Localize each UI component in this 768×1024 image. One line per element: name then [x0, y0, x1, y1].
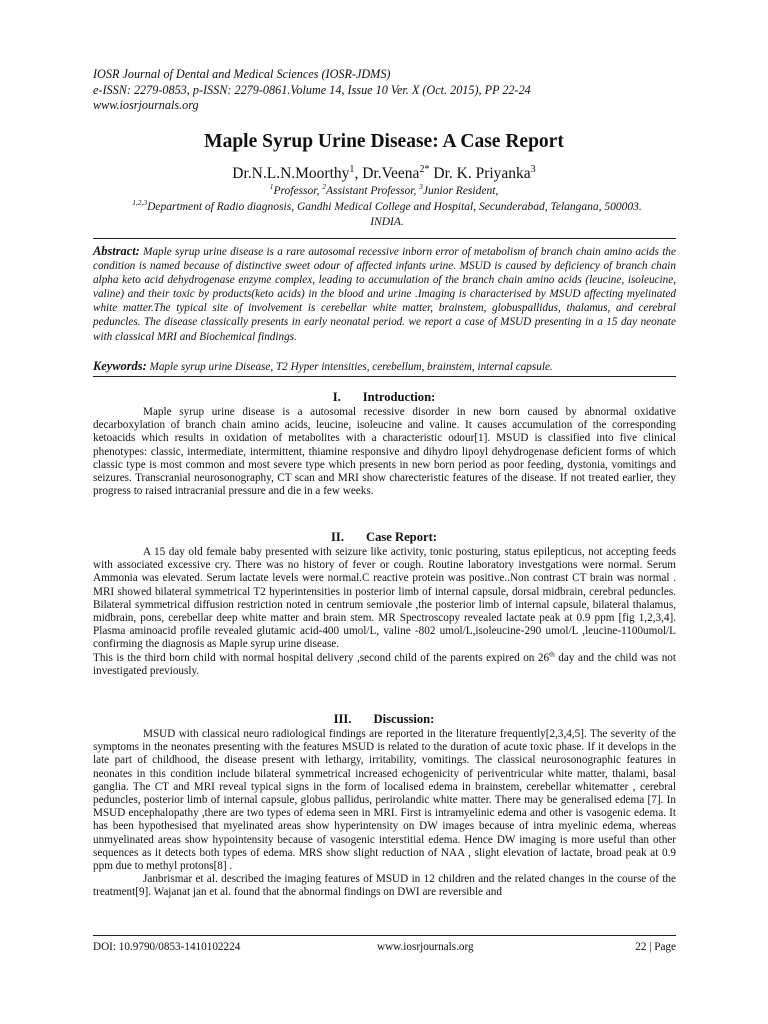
abstract-top-rule	[93, 238, 676, 239]
author-1: Dr.N.L.N.Moorthy	[232, 165, 350, 182]
footer-website: www.iosrjournals.org	[377, 941, 474, 953]
paragraph: Janbrismar et al. described the imaging features of MSUD in 12 children and the related changes in the course of the treatment[9]. Wajanat jan et al. found that the abnormal findings on DWI are reversible and	[93, 873, 676, 899]
discussion-body	[93, 728, 676, 900]
case-report-body	[93, 546, 676, 678]
affiliation-sup: 1,2,3	[132, 198, 148, 208]
paragraph-text: day and the child was not investigated previously.	[93, 651, 676, 677]
abstract	[93, 244, 676, 344]
journal-website: www.iosrjournals.org	[93, 98, 199, 112]
abstract-text: Maple syrup urine disease is a rare autosomal recessive inborn error of metabolism of branch chain amino acids the condition is named because of distinctive sweet odour of affected infants urine. MSUD is caused by deficiency of branch chain alpha keto acid dehydrogenase enzyme complex, leading to accumulation of the branch chain amino acids (leucine, isoleucine, valine) and their toxic by products(keto acids) in the blood and urine .Imaging is characterised by MSUD affecting myelinated white matter.The typical site of involvement is cerebellar white matter, brainstem, globuspallidus, thalamus, and cerebral peduncles. The disease classically presents in early neonatal period. we report a case of MSUD presenting in a 15 day neonate with classical MRI and Biochemical findings.	[93, 246, 676, 343]
section-title: Introduction:	[362, 390, 436, 404]
journal-issn: e-ISSN: 2279-0853, p-ISSN: 2279-0861.Volume 14, Issue 10 Ver. X (Oct. 2015), PP 22-24	[93, 82, 531, 97]
footer-rule	[93, 935, 676, 936]
section-title: Case Report:	[365, 530, 437, 544]
keywords-text: Maple syrup urine Disease, T2 Hyper intensities, cerebellum, brainstem, internal capsule.	[146, 361, 553, 373]
abstract-label: Abstract:	[93, 244, 140, 258]
paragraph: MSUD with classical neuro radiological findings are reported in the literature frequently[2,3,4,5]. The severity of the symptoms in the neonates presenting with the features MSUD is related to the duration of acute toxic phase. If it develops in the late part of childhood, the disease present with lethargy, irritability, vomitings. The classical neurosonographic features in neonates in this condition include bilateral symmetrical increased echogenicity of periventricular white matter, thalami, basal ganglia. The CT and MRI reveal typical signs in the form of localised edema in brainstem, cerebellar whitematter , cerebral peduncles, posterior limb of internal capsule, globus pallidus, perirolandic white matter. There may be generalised edema [7]. In MSUD encephalopathy ,there are two types of edema seen in MRI. First is intramyelinic edema and other is vasogenic edema. It has been hypothesised that myelinated areas show hyperintensity on DW images because of intra myelinic edema, whereas unmyelinated areas show hypointensity because of vasogenic interstitial edema. Hence DW imaging is more useful than other sequences as it detects both types of edema. MRS show slight reduction of NAA , slight elevation of lactate, broad peak at 0.9 ppm due to methyl protons[8] .	[93, 728, 676, 873]
role-1: Professor,	[273, 185, 323, 197]
section-heading-case-report	[0, 530, 768, 545]
author-3-sup: 3	[530, 163, 536, 175]
footer-page-number: 22 | Page	[635, 941, 676, 953]
journal-name: IOSR Journal of Dental and Medical Sciences (IOSR-JDMS)	[93, 67, 391, 81]
keywords	[93, 359, 676, 374]
paragraph: A 15 day old female baby presented with seizure like activity, tonic posturing, status epilepticus, not accepting feeds with associated excessive cry. There was no history of fever or cough. Routine laboratory investgations were normal. Serum Ammonia was elevated. Serum lactate levels were normal.C reactive protein was positive..Non contrast CT brain was normal . MRI showed bilateral symmetrical T2 hyperintensities in posterior limb of internal capsule, dorsal midbrain, cerebral peduncles. Bilateral symmetrical diffusion restriction noted in centrum semiovale ,the posterior limb of internal capsule, bilateral thalamus, midbrain, pons, cerebellar deep white matter and brain stem. MR Spectroscopy revealed lactate peak at 0.9 ppm [fig 1,2,3,4]. Plasma aminoacid profile revealed glutamic acid-400 umol/L, valine -802 umol/L,isoleucine-290 umol/L ,leucine-1100umol/L confirming the diagnosis as Maple syrup urine disease.	[93, 546, 676, 651]
author-list	[0, 165, 768, 183]
section-number: II.	[331, 530, 344, 544]
role-3-sup: 3	[419, 182, 423, 192]
paper-title: Maple Syrup Urine Disease: A Case Report	[204, 131, 564, 152]
journal-header	[93, 67, 531, 114]
affiliation-country: INDIA.	[370, 215, 404, 228]
introduction-body	[93, 406, 676, 498]
section-heading-discussion	[0, 712, 768, 727]
paragraph	[93, 649, 676, 678]
affiliation-text: Department of Radio diagnosis, Gandhi Medical College and Hospital, Secunderabad, Telangana, 500003.	[147, 201, 642, 213]
section-title: Discussion:	[373, 712, 435, 726]
section-number: I.	[332, 390, 341, 404]
author-2: , Dr.Veena	[354, 165, 420, 182]
role-3: Junior Resident,	[422, 185, 499, 197]
author-1-sup: 1	[349, 163, 355, 175]
keywords-label: Keywords:	[93, 359, 147, 373]
footer-doi: DOI: 10.9790/0853-1410102224	[93, 941, 241, 953]
author-roles	[0, 182, 768, 197]
abstract-bottom-rule	[93, 376, 676, 377]
role-2: Assistant Professor,	[325, 185, 420, 197]
affiliation	[96, 200, 678, 229]
paragraph: Maple syrup urine disease is a autosomal recessive disorder in new born caused by abnormal oxidative decarboxylation of branch chain amino acids, leucine, isoleucine and valine. It causes accumulation of the corresponding ketoacids which results in oxidation of metabolites with a characteristic odour[1]. MSUD is classified into five clinical phenotypes: classic, intermediate, intermittent, thiamine responsive and dihydro lipoyl dehydrogenase deficient forms of which classic type is most common and most severe type which presents in new born period as poor feeding, dystonia, vomitings and seizures. Transcranial neurosonography, CT scan and MRI show charecteristic features of the disease. If not treated earlier, they progress to raised intracranial pressure and die in a few weeks.	[93, 406, 676, 498]
role-2-sup: 2	[322, 182, 326, 192]
paragraph-text: This is the third born child with normal hospital delivery ,second child of the parents expired on 26	[93, 651, 550, 664]
author-2-sup: 2*	[419, 163, 430, 175]
author-3: Dr. K. Priyanka	[429, 165, 531, 182]
section-number: III.	[333, 712, 352, 726]
role-1-sup: 1	[269, 182, 274, 192]
ordinal-sup: th	[549, 649, 555, 658]
section-heading-introduction	[0, 390, 768, 405]
